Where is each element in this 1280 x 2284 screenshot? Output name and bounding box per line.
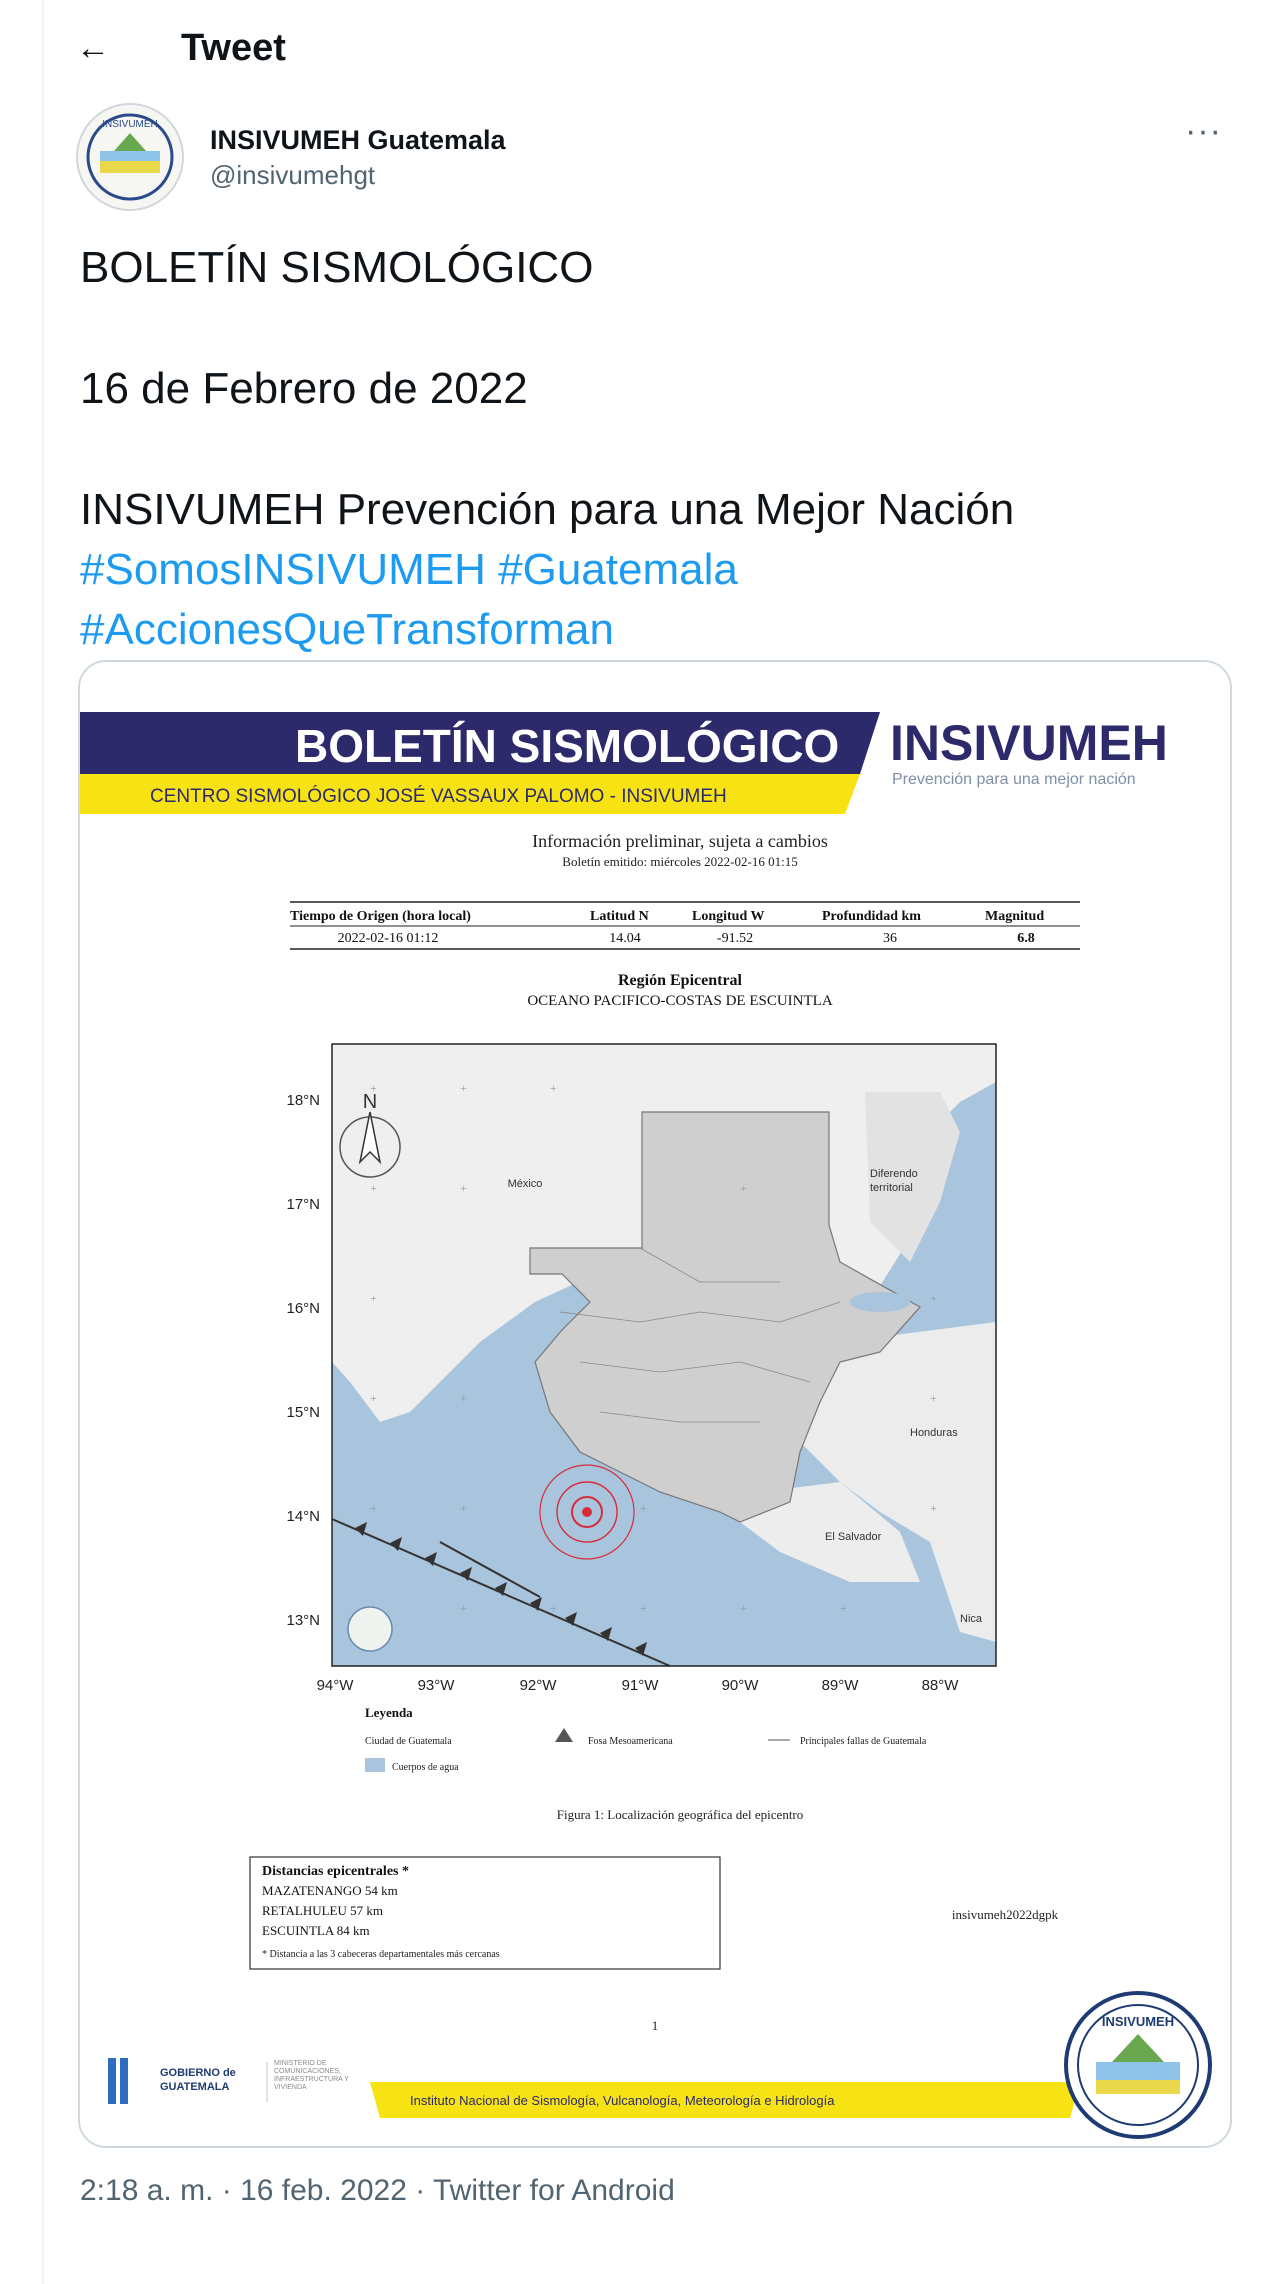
figure-caption: Figura 1: Localización geográfica del epicentro bbox=[556, 1807, 804, 1822]
institute-label: Instituto Nacional de Sismología, Vulcanología, Meteorología e Hidrología bbox=[410, 2093, 835, 2108]
page-number: 1 bbox=[651, 2018, 659, 2033]
svg-text:+: + bbox=[740, 1181, 747, 1195]
svg-text:+: + bbox=[930, 1391, 937, 1405]
table-cell: 2022-02-16 01:12 bbox=[337, 931, 439, 946]
lat-label: 14°N bbox=[286, 1508, 320, 1525]
svg-text:INSIVUMEH: INSIVUMEH bbox=[102, 119, 158, 130]
svg-text:+: + bbox=[740, 1601, 747, 1615]
banner-title: BOLETÍN SISMOLÓGICO bbox=[295, 720, 840, 772]
banner-subtitle: CENTRO SISMOLÓGICO JOSÉ VASSAUX PALOMO - INSIVUMEH bbox=[150, 786, 727, 807]
svg-text:+: + bbox=[460, 1601, 467, 1615]
legend-item: Cuerpos de agua bbox=[392, 1762, 459, 1773]
place-label: Diferendo bbox=[870, 1168, 918, 1180]
timeline-border bbox=[42, 0, 44, 2284]
distance-item: MAZATENANGO 54 km bbox=[262, 1883, 398, 1898]
place-label: México bbox=[507, 1178, 543, 1190]
author-name[interactable]: INSIVUMEH Guatemala bbox=[210, 125, 506, 155]
prelim-note: Información preliminar, sujeta a cambios bbox=[532, 831, 828, 851]
table-cell: 36 bbox=[883, 931, 897, 946]
legend-item: Ciudad de Guatemala bbox=[365, 1736, 452, 1747]
distance-item: ESCUINTLA 84 km bbox=[262, 1923, 370, 1938]
lon-label: 94°W bbox=[316, 1677, 354, 1694]
svg-text:+: + bbox=[930, 1501, 937, 1515]
place-label: Honduras bbox=[910, 1427, 958, 1439]
table-cell: 14.04 bbox=[609, 931, 641, 946]
lon-label: 93°W bbox=[417, 1677, 455, 1694]
lat-label: 15°N bbox=[286, 1404, 320, 1421]
brand-name: INSIVUMEH bbox=[890, 715, 1168, 771]
svg-text:INSIVUMEH: INSIVUMEH bbox=[1101, 2014, 1175, 2029]
svg-text:+: + bbox=[930, 1291, 937, 1305]
place-label: El Salvador bbox=[825, 1531, 882, 1543]
lon-label: 90°W bbox=[721, 1677, 759, 1694]
place-label: Nica bbox=[960, 1613, 983, 1625]
lon-label: 91°W bbox=[621, 1677, 659, 1694]
lon-label: 92°W bbox=[519, 1677, 557, 1694]
lon-label: 89°W bbox=[821, 1677, 859, 1694]
insivumeh-logo-icon bbox=[348, 1607, 392, 1651]
tweet-line: INSIVUMEH Prevención para una Mejor Nación bbox=[80, 485, 1015, 534]
tweet-line: 16 de Febrero de 2022 bbox=[80, 364, 528, 413]
table-header: Tiempo de Origen (hora local) bbox=[290, 909, 471, 924]
gov-label: GOBIERNO de bbox=[160, 2067, 236, 2079]
tweet-media-image[interactable] bbox=[78, 660, 1232, 2148]
lon-label: 88°W bbox=[921, 1677, 959, 1694]
epicenter-map bbox=[332, 1044, 996, 1666]
svg-text:+: + bbox=[840, 1601, 847, 1615]
ministry-label: MINISTERIO DE COMUNICACIONES, INFRAESTRUCTURA Y VIVIENDA bbox=[274, 2060, 349, 2091]
avatar[interactable] bbox=[76, 103, 184, 211]
more-options-button[interactable]: ··· bbox=[1185, 112, 1222, 150]
author-handle[interactable]: @insivumehgt bbox=[210, 160, 376, 190]
lat-label: 13°N bbox=[286, 1612, 320, 1629]
page-title: Tweet bbox=[181, 26, 286, 69]
insivumeh-logo-icon bbox=[78, 105, 182, 209]
region-value: OCEANO PACIFICO-COSTAS DE ESCUINTLA bbox=[527, 993, 833, 1009]
place-label: territorial bbox=[870, 1182, 913, 1194]
table-header: Longitud W bbox=[692, 909, 765, 924]
hashtag-link[interactable]: #AccionesQueTransforman bbox=[80, 605, 614, 654]
lat-label: 16°N bbox=[286, 1300, 320, 1317]
distance-item: RETALHULEU 57 km bbox=[262, 1903, 383, 1918]
tweet-line: BOLETÍN SISMOLÓGICO bbox=[80, 243, 594, 292]
svg-text:+: + bbox=[460, 1391, 467, 1405]
distances-note: * Distancia a las 3 cabeceras departamentales más cercanas bbox=[262, 1949, 500, 1960]
tweet-author[interactable] bbox=[76, 103, 506, 211]
table-header: Profundidad km bbox=[822, 909, 921, 924]
svg-text:+: + bbox=[370, 1291, 377, 1305]
table-cell: 6.8 bbox=[1017, 931, 1035, 946]
lat-label: 17°N bbox=[286, 1196, 320, 1213]
svg-text:+: + bbox=[370, 1181, 377, 1195]
bulletin-code: insivumeh2022dgpk bbox=[951, 1907, 1059, 1922]
table-header: Latitud N bbox=[590, 909, 649, 924]
svg-text:+: + bbox=[370, 1501, 377, 1515]
svg-text:+: + bbox=[460, 1081, 467, 1095]
svg-text:N: N bbox=[362, 1091, 378, 1113]
lat-label: 18°N bbox=[286, 1092, 320, 1109]
table-cell: -91.52 bbox=[716, 931, 754, 946]
distances-title: Distancias epicentrales * bbox=[262, 1864, 409, 1879]
insivumeh-seal-icon bbox=[1066, 1993, 1210, 2137]
gov-logo-icon bbox=[108, 2058, 128, 2104]
svg-text:+: + bbox=[550, 1081, 557, 1095]
region-label: Región Epicentral bbox=[618, 972, 742, 989]
emitted-date: Boletín emitido: miércoles 2022-02-16 01:15 bbox=[562, 854, 798, 869]
svg-text:+: + bbox=[550, 1601, 557, 1615]
brand-tagline: Prevención para una mejor nación bbox=[892, 771, 1136, 788]
legend-title: Leyenda bbox=[365, 1705, 413, 1720]
tweet-text bbox=[80, 238, 1200, 660]
hashtag-link[interactable]: #Guatemala bbox=[498, 545, 738, 594]
back-button[interactable]: ← bbox=[76, 28, 110, 67]
table-header: Magnitud bbox=[985, 909, 1045, 924]
tweet-timestamp[interactable]: 2:18 a. m. · 16 feb. 2022 · Twitter for Android bbox=[80, 2174, 675, 2207]
svg-text:+: + bbox=[460, 1181, 467, 1195]
svg-text:+: + bbox=[640, 1501, 647, 1515]
svg-text:+: + bbox=[370, 1391, 377, 1405]
svg-text:+: + bbox=[370, 1081, 377, 1095]
seismic-bulletin bbox=[80, 662, 1230, 2146]
gov-label: GUATEMALA bbox=[160, 2081, 230, 2093]
hashtag-link[interactable]: #SomosINSIVUMEH bbox=[80, 545, 486, 594]
page-header bbox=[76, 20, 286, 76]
legend-item: Principales fallas de Guatemala bbox=[800, 1736, 927, 1747]
legend-item: Fosa Mesoamericana bbox=[588, 1736, 673, 1747]
svg-text:+: + bbox=[640, 1601, 647, 1615]
svg-text:+: + bbox=[460, 1501, 467, 1515]
